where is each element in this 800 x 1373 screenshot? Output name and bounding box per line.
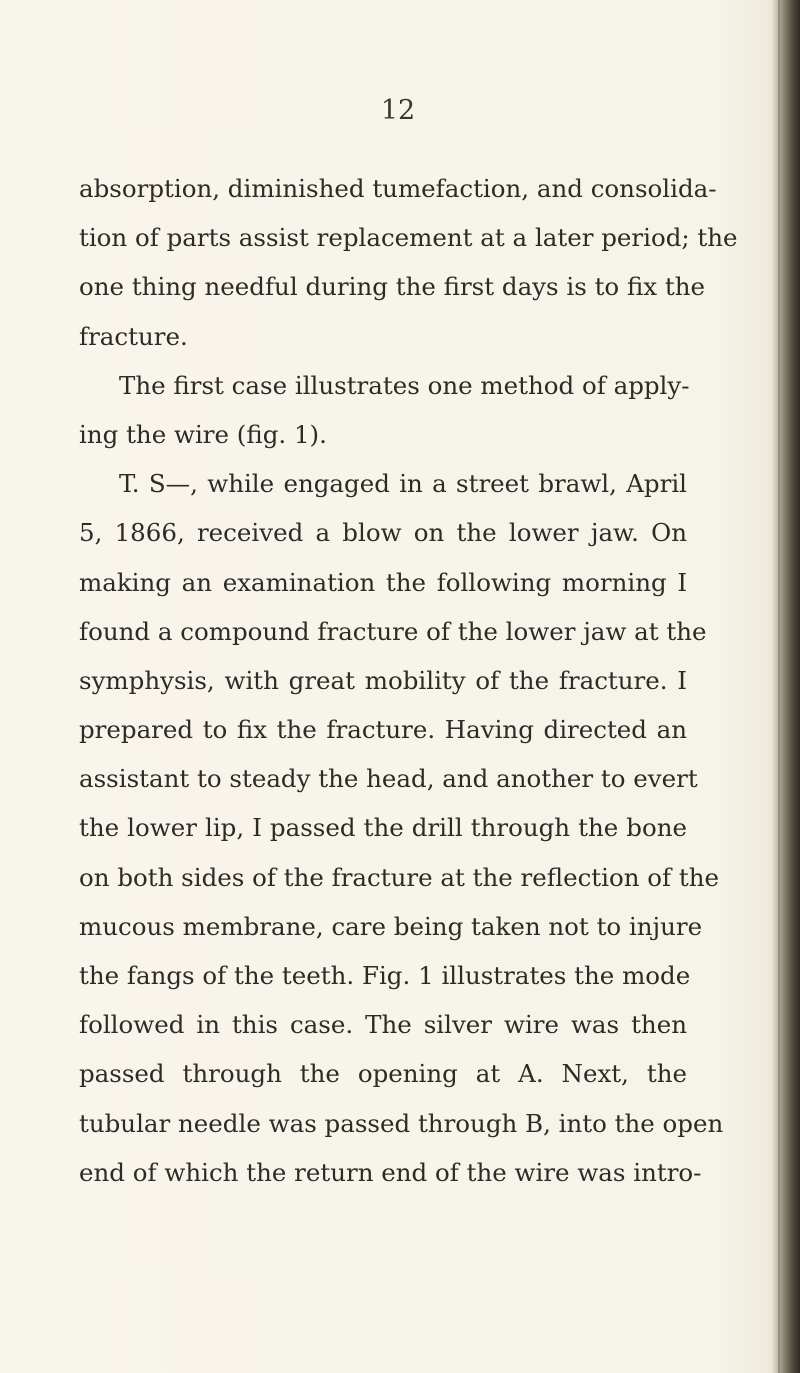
text-line: symphysis, with great mobility of the fracture. I: [79, 665, 687, 695]
text-line: making an examination the following morning I: [79, 567, 687, 597]
text-line: the fangs of the teeth. Fig. 1 illustrates the mode: [79, 961, 691, 990]
text-line: on both sides of the fracture at the reflection of the: [79, 862, 720, 892]
text-line: mucous membrane, care being taken not to injure: [79, 911, 703, 941]
text-line: fracture.: [79, 321, 188, 351]
text-line: end of which the return end of the wire was intro-: [79, 1157, 702, 1187]
body-text: [79, 164, 738, 1197]
text-line: ing the wire (fig. 1).: [79, 419, 327, 449]
page-edge-shadow: [778, 0, 800, 1373]
text-line: absorption, diminished tumefaction, and consolida-: [79, 174, 717, 203]
text-line: assistant to steady the head, and another to evert: [79, 764, 698, 794]
text-line: The first case illustrates one method of apply-: [119, 370, 690, 400]
text-line: 5, 1866, received a blow on the lower jaw. On: [79, 518, 687, 548]
text-line: found a compound fracture of the lower jaw at the: [79, 616, 707, 646]
text-line: tion of parts assist replacement at a later period; the: [79, 223, 738, 253]
text-line: followed in this case. The silver wire was then: [79, 1010, 687, 1040]
text-line: the lower lip, I passed the drill through the bone: [79, 813, 687, 843]
text-line: T. S—, while engaged in a street brawl, April: [119, 469, 687, 499]
text-line: passed through the opening at A. Next, the: [79, 1059, 687, 1089]
text-line: prepared to fix the fracture. Having directed an: [79, 715, 687, 745]
page-number: 12: [380, 95, 416, 126]
text-line: one thing needful during the first days is to fix the: [79, 272, 706, 302]
text-line: tubular needle was passed through B, into the open: [79, 1108, 724, 1138]
